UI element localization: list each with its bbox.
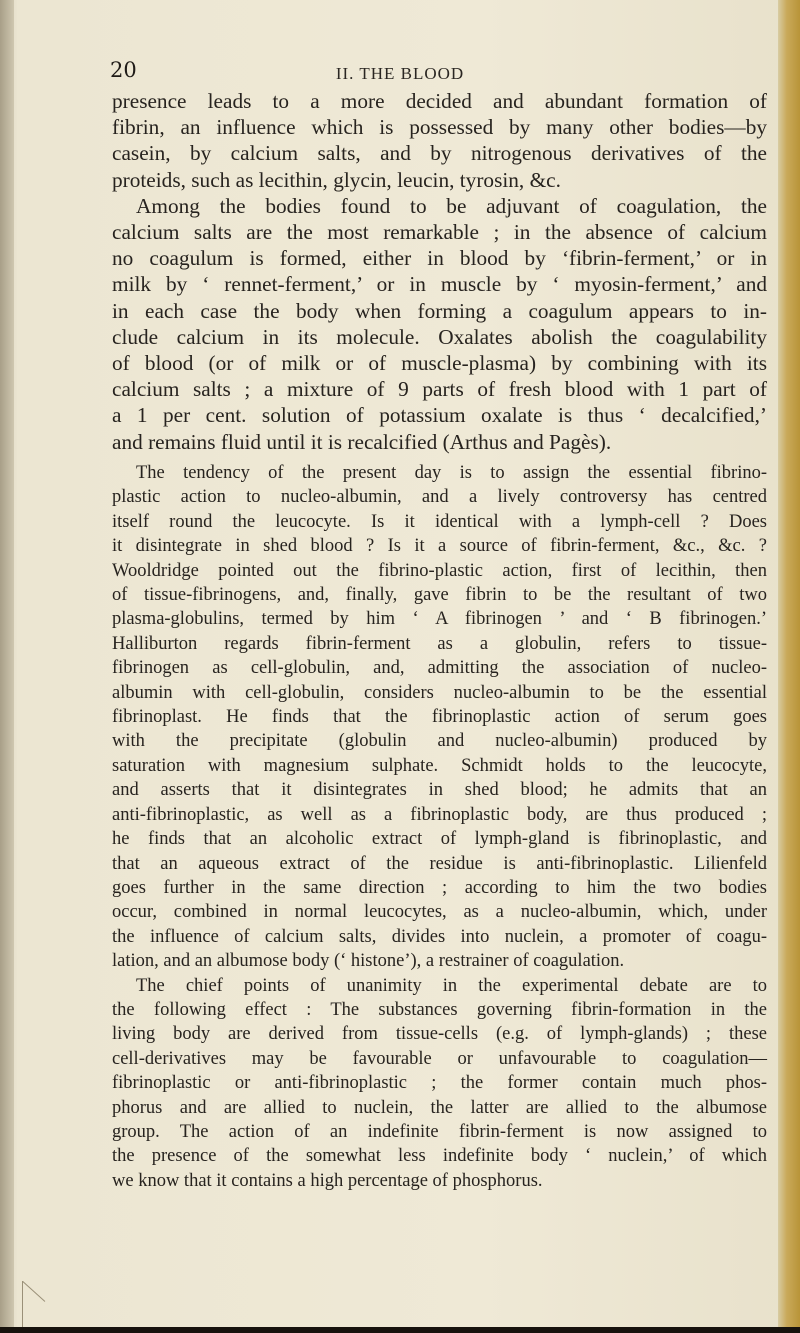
text-line: in each case the body when forming a coagulum appears to in-: [112, 298, 767, 323]
text-line: fibrinogen as cell-globulin, and, admitting the association of nucleo-: [112, 658, 767, 679]
text-line: he finds that an alcoholic extract of lymph-gland is fibrinoplastic, and: [112, 829, 767, 850]
text-line: occur, combined in normal leucocytes, as a nucleo-albumin, which, under: [112, 902, 767, 923]
page-edge-strip: [778, 0, 800, 1333]
text-line: the influence of calcium salts, divides into nuclein, a promoter of coagu-: [112, 926, 767, 947]
text-line: fibrin, an influence which is possessed by many other bodies—by: [112, 115, 767, 140]
text-line: presence leads to a more decided and abundant formation of: [112, 89, 767, 113]
text-line: no coagulum is formed, either in blood by ‘fibrin-ferment,’ or in: [112, 246, 767, 271]
text-line: fibrinoplast. He finds that the fibrinoplastic action of serum goes: [112, 707, 767, 728]
text-line: phorus and are allied to nuclein, the latter are allied to the albumose: [112, 1097, 767, 1118]
text-line: and asserts that it disintegrates in shed blood; he admits that an: [112, 780, 767, 801]
text-line: Among the bodies found to be adjuvant of coagulation, the: [136, 193, 767, 218]
text-line: itself round the leucocyte. Is it identical with a lymph-cell ? Does: [112, 511, 767, 532]
page-number: 20: [110, 58, 137, 82]
text-line: it disintegrate in shed blood ? Is it a source of fibrin-ferment, &c., &c. ?: [112, 536, 767, 557]
text-line: a 1 per cent. solution of potassium oxalate is thus ‘ decalcified,’: [112, 403, 767, 428]
paragraph-1: [112, 88, 767, 193]
page-corner-fold: [22, 1281, 49, 1327]
text-line: the following effect : The substances governing fibrin-formation in the: [112, 999, 767, 1020]
text-line: Halliburton regards fibrin-ferment as a globulin, refers to tissue-: [112, 633, 767, 654]
scan-bottom-edge: [0, 1327, 800, 1333]
text-line: anti-fibrinoplastic, as well as a fibrinoplastic body, are thus produced ;: [112, 804, 767, 825]
text-line: goes further in the same direction ; according to him the two bodies: [112, 877, 767, 898]
text-line: The chief points of unanimity in the experimental debate are to: [136, 975, 767, 996]
text-line: milk by ‘ rennet-ferment,’ or in muscle by ‘ myosin-ferment,’ and: [112, 272, 767, 297]
text-line: of tissue-fibrinogens, and, finally, gave fibrin to be the resultant of two: [112, 585, 767, 606]
text-line: lation, and an albumose body (‘ histone’), a restrainer of coagulation.: [112, 951, 625, 972]
text-line: group. The action of an indefinite fibrin-ferment is now assigned to: [112, 1121, 767, 1142]
main-text-block: [112, 88, 767, 455]
running-head: II. THE BLOOD: [335, 64, 465, 83]
page-gutter-shadow: [0, 0, 14, 1333]
text-line: albumin with cell-globulin, considers nucleo-albumin to be the essential: [112, 682, 767, 703]
text-line: calcium salts are the most remarkable ; in the absence of calcium: [112, 220, 767, 245]
text-line: calcium salts ; a mixture of 9 parts of fresh blood with 1 part of: [112, 377, 767, 402]
small-print-block: [112, 461, 767, 1193]
text-line: the presence of the somewhat less indefinite body ‘ nuclein,’ of which: [112, 1146, 767, 1167]
text-line: living body are derived from tissue-cells (e.g. of lymph-glands) ; these: [112, 1024, 767, 1045]
text-line: proteids, such as lecithin, glycin, leucin, tyrosin, &c.: [112, 167, 561, 192]
paragraph-2: [112, 193, 767, 455]
text-line: clude calcium in its molecule. Oxalates abolish the coagulability: [112, 324, 767, 349]
paragraph-3: [112, 461, 767, 974]
text-line: Wooldridge pointed out the fibrino-plastic action, first of lecithin, then: [112, 560, 767, 581]
text-line: cell-derivatives may be favourable or unfavourable to coagulation—: [112, 1048, 767, 1069]
text-line: The tendency of the present day is to assign the essential fibrino-: [136, 463, 767, 483]
text-line: of blood (or of milk or of muscle-plasma) by combining with its: [112, 351, 767, 376]
text-line: that an aqueous extract of the residue is anti-fibrinoplastic. Lilienfeld: [112, 853, 767, 874]
text-line: fibrinoplastic or anti-fibrinoplastic ; the former contain much phos-: [112, 1073, 767, 1094]
text-line: plastic action to nucleo-albumin, and a lively controversy has centred: [112, 487, 767, 508]
text-line: we know that it contains a high percentage of phosphorus.: [112, 1170, 543, 1191]
text-line: plasma-globulins, termed by him ‘ A fibrinogen ’ and ‘ B fibrinogen.’: [112, 609, 767, 630]
text-line: casein, by calcium salts, and by nitrogenous derivatives of the: [112, 141, 767, 166]
text-line: and remains fluid until it is recalcified (Arthus and Pagès).: [112, 429, 612, 454]
paragraph-4: [112, 974, 767, 1194]
text-line: with the precipitate (globulin and nucleo-albumin) produced by: [112, 731, 767, 752]
text-line: saturation with magnesium sulphate. Schmidt holds to the leucocyte,: [112, 755, 767, 776]
